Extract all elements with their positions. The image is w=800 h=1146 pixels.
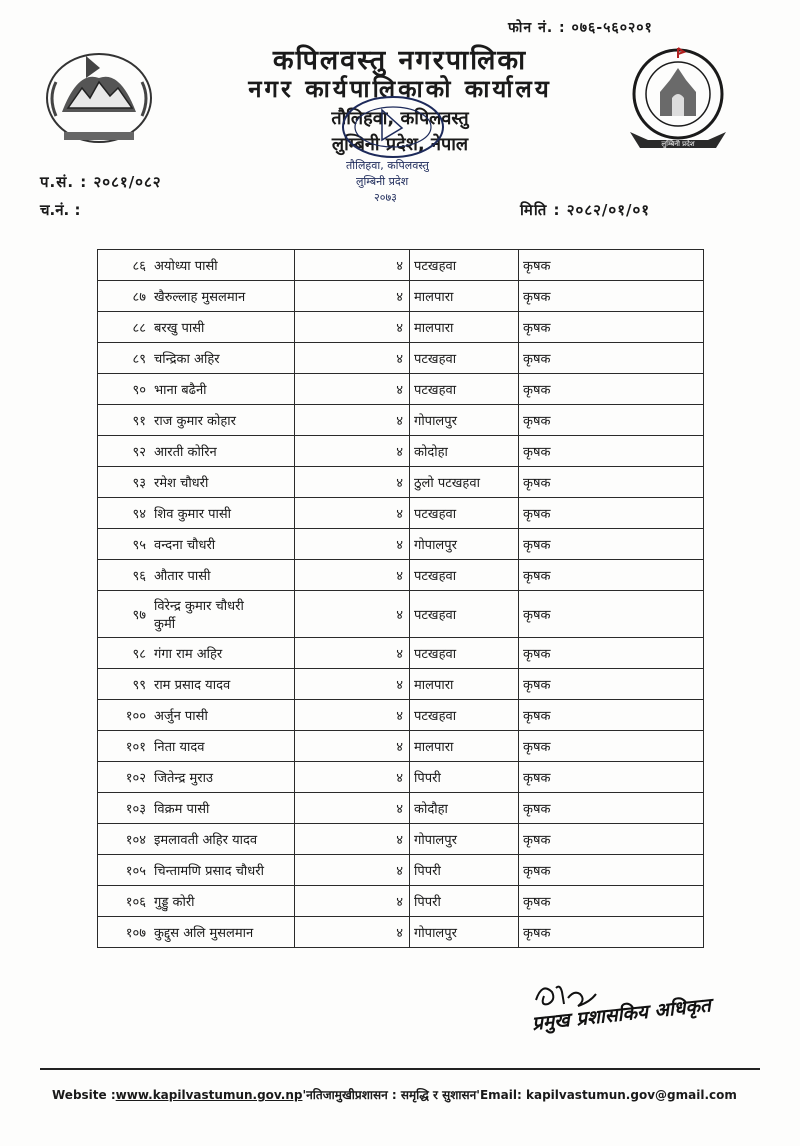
serial-number-cell: ९२: [98, 436, 151, 467]
address-cell: पटखहवा: [410, 343, 519, 374]
address-cell: मालपारा: [410, 731, 519, 762]
dispatch-number: च.नं. :: [40, 201, 81, 219]
address-cell: गोपालपुर: [410, 917, 519, 948]
table-row: [98, 731, 704, 762]
table-row: [98, 591, 704, 638]
table-row: [98, 700, 704, 731]
address-cell: गोपालपुर: [410, 405, 519, 436]
occupation-cell: कृषक: [519, 250, 704, 281]
footer-contact: [52, 1086, 737, 1103]
stamp-line-2: लुम्बिनी प्रदेश: [356, 175, 409, 188]
occupation-cell: कृषक: [519, 855, 704, 886]
stamp-line-1: तौलिहवा, कपिलवस्तु: [346, 159, 429, 172]
family-count-cell: ४: [295, 343, 410, 374]
name-cell: आरती कोरिन: [150, 436, 295, 467]
serial-number-cell: ९८: [98, 638, 151, 669]
address-cell: कोदौहा: [410, 793, 519, 824]
name-cell: जितेन्द्र मुराउ: [150, 762, 295, 793]
family-count-cell: ४: [295, 855, 410, 886]
name-cell: शिव कुमार पासी: [150, 498, 295, 529]
address-cell: मालपारा: [410, 281, 519, 312]
table-row: [98, 669, 704, 700]
occupation-cell: कृषक: [519, 374, 704, 405]
family-count-cell: ४: [295, 591, 410, 638]
family-count-cell: ४: [295, 669, 410, 700]
table-row: [98, 498, 704, 529]
letter-date: मिति : २०८२/०१/०१: [520, 201, 651, 219]
serial-number-cell: ८८: [98, 312, 151, 343]
family-count-cell: ४: [295, 638, 410, 669]
address-cell: पटखहवा: [410, 638, 519, 669]
website-label: Website :: [52, 1088, 116, 1102]
table-row: [98, 917, 704, 948]
family-count-cell: ४: [295, 498, 410, 529]
name-cell: राम प्रसाद यादव: [150, 669, 295, 700]
name-cell: राज कुमार कोहार: [150, 405, 295, 436]
address-cell: पटखहवा: [410, 498, 519, 529]
name-line-1: विरेन्द्र कुमार चौधरी: [154, 599, 244, 614]
address-cell: पटखहवा: [410, 560, 519, 591]
office-stamp: [318, 92, 468, 210]
name-cell: गंगा राम अहिर: [150, 638, 295, 669]
serial-number-cell: १०३: [98, 793, 151, 824]
family-count-cell: ४: [295, 886, 410, 917]
serial-number-cell: ९४: [98, 498, 151, 529]
name-cell: बरखु पासी: [150, 312, 295, 343]
family-count-cell: ४: [295, 250, 410, 281]
table-row: [98, 886, 704, 917]
table-row: [98, 529, 704, 560]
name-cell: वन्दना चौधरी: [150, 529, 295, 560]
serial-number-cell: १०६: [98, 886, 151, 917]
occupation-cell: कृषक: [519, 467, 704, 498]
table-row: [98, 793, 704, 824]
address-cell: पिपरी: [410, 762, 519, 793]
occupation-cell: कृषक: [519, 498, 704, 529]
family-count-cell: ४: [295, 405, 410, 436]
address-cell: पिपरी: [410, 855, 519, 886]
occupation-cell: कृषक: [519, 731, 704, 762]
occupation-cell: कृषक: [519, 560, 704, 591]
occupation-cell: कृषक: [519, 700, 704, 731]
table-row: [98, 824, 704, 855]
occupation-cell: कृषक: [519, 669, 704, 700]
reference-number: प.सं. : २०८१/०८२: [40, 173, 162, 191]
name-cell: भाना बढैनी: [150, 374, 295, 405]
address-cell: पटखहवा: [410, 374, 519, 405]
family-count-cell: ४: [295, 436, 410, 467]
address-cell: मालपारा: [410, 669, 519, 700]
table-row: [98, 855, 704, 886]
family-count-cell: ४: [295, 917, 410, 948]
family-count-cell: ४: [295, 374, 410, 405]
website-link[interactable]: www.kapilvastumun.gov.np: [115, 1088, 303, 1102]
name-cell: गुड्डु कोरी: [150, 886, 295, 917]
occupation-cell: कृषक: [519, 343, 704, 374]
address-cell: पटखहवा: [410, 250, 519, 281]
phone-number: फोन नं. : ०७६-५६०२०१: [508, 20, 653, 36]
serial-number-cell: १०४: [98, 824, 151, 855]
address-cell: पटखहवा: [410, 591, 519, 638]
serial-number-cell: ८७: [98, 281, 151, 312]
email-address[interactable]: kapilvastumun.gov@gmail.com: [525, 1088, 737, 1102]
family-count-cell: ४: [295, 560, 410, 591]
table-row: [98, 638, 704, 669]
family-count-cell: ४: [295, 281, 410, 312]
name-cell: निता यादव: [150, 731, 295, 762]
occupation-cell: कृषक: [519, 591, 704, 638]
serial-number-cell: ८६: [98, 250, 151, 281]
name-cell: चिन्तामणि प्रसाद चौधरी: [150, 855, 295, 886]
serial-number-cell: १००: [98, 700, 151, 731]
serial-number-cell: ९३: [98, 467, 151, 498]
name-cell: चन्द्रिका अहिर: [150, 343, 295, 374]
municipality-name: कपिलवस्तु नगरपालिका: [272, 45, 528, 76]
office-name: नगर कार्यपालिकाको कार्यालय: [248, 75, 552, 103]
family-count-cell: ४: [295, 731, 410, 762]
name-cell: अयोध्या पासी: [150, 250, 295, 281]
address-cell: पिपरी: [410, 886, 519, 917]
name-line-2: कुर्मी: [154, 617, 176, 632]
occupation-cell: कृषक: [519, 312, 704, 343]
table-row: [98, 560, 704, 591]
serial-number-cell: १०७: [98, 917, 151, 948]
serial-number-cell: ९७: [98, 591, 151, 638]
occupation-cell: कृषक: [519, 405, 704, 436]
table-row: [98, 436, 704, 467]
family-count-cell: ४: [295, 793, 410, 824]
seal-ribbon-text: लुम्बिनी प्रदेश: [661, 140, 695, 148]
footer-slogan: 'नतिजामुखीप्रशासन : समृद्धि र सुशासन': [302, 1088, 480, 1102]
occupation-cell: कृषक: [519, 886, 704, 917]
municipality-seal-icon: [620, 42, 740, 154]
office-province: लुम्बिनी प्रदेश, नेपाल: [331, 134, 469, 155]
occupation-cell: कृषक: [519, 762, 704, 793]
serial-number-cell: १०५: [98, 855, 151, 886]
footer-divider: [40, 1068, 760, 1070]
address-cell: पटखहवा: [410, 700, 519, 731]
family-count-cell: ४: [295, 762, 410, 793]
table-row: [98, 405, 704, 436]
office-location: तौलिहवा, कपिलवस्तु: [331, 108, 469, 129]
name-cell: रमेश चौधरी: [150, 467, 295, 498]
stamp-line-3: २०७३: [374, 191, 397, 204]
address-cell: गोपालपुर: [410, 824, 519, 855]
serial-number-cell: ९५: [98, 529, 151, 560]
family-count-cell: ४: [295, 467, 410, 498]
serial-number-cell: ९१: [98, 405, 151, 436]
table-row: [98, 343, 704, 374]
occupation-cell: कृषक: [519, 793, 704, 824]
occupation-cell: कृषक: [519, 281, 704, 312]
occupation-cell: कृषक: [519, 529, 704, 560]
family-count-cell: ४: [295, 824, 410, 855]
email-label: Email:: [479, 1088, 522, 1102]
table-row: [98, 281, 704, 312]
name-cell: औतार पासी: [150, 560, 295, 591]
address-cell: मालपारा: [410, 312, 519, 343]
address-cell: कोदोहा: [410, 436, 519, 467]
serial-number-cell: ९९: [98, 669, 151, 700]
table-row: [98, 250, 704, 281]
serial-number-cell: ९०: [98, 374, 151, 405]
name-cell: [150, 591, 295, 638]
occupation-cell: कृषक: [519, 824, 704, 855]
occupation-cell: कृषक: [519, 917, 704, 948]
table-row: [98, 762, 704, 793]
table-row: [98, 312, 704, 343]
name-cell: इमलावती अहिर यादव: [150, 824, 295, 855]
name-cell: अर्जुन पासी: [150, 700, 295, 731]
officer-title: प्रमुख प्रशासकिय अधिकृत: [530, 994, 712, 1035]
occupation-cell: कृषक: [519, 638, 704, 669]
family-count-cell: ४: [295, 312, 410, 343]
family-count-cell: ४: [295, 529, 410, 560]
occupation-cell: कृषक: [519, 436, 704, 467]
name-cell: विक्रम पासी: [150, 793, 295, 824]
name-cell: खैरुल्लाह मुसलमान: [150, 281, 295, 312]
serial-number-cell: ८९: [98, 343, 151, 374]
name-cell: कुद्दुस अलि मुसलमान: [150, 917, 295, 948]
table-row: [98, 467, 704, 498]
serial-number-cell: १०२: [98, 762, 151, 793]
address-cell: गोपालपुर: [410, 529, 519, 560]
serial-number-cell: १०१: [98, 731, 151, 762]
table-row: [98, 374, 704, 405]
serial-number-cell: ९६: [98, 560, 151, 591]
stamp-seal-icon: [338, 92, 448, 162]
beneficiary-table: [97, 249, 704, 948]
address-cell: ठुलो पटखहवा: [410, 467, 519, 498]
family-count-cell: ४: [295, 700, 410, 731]
